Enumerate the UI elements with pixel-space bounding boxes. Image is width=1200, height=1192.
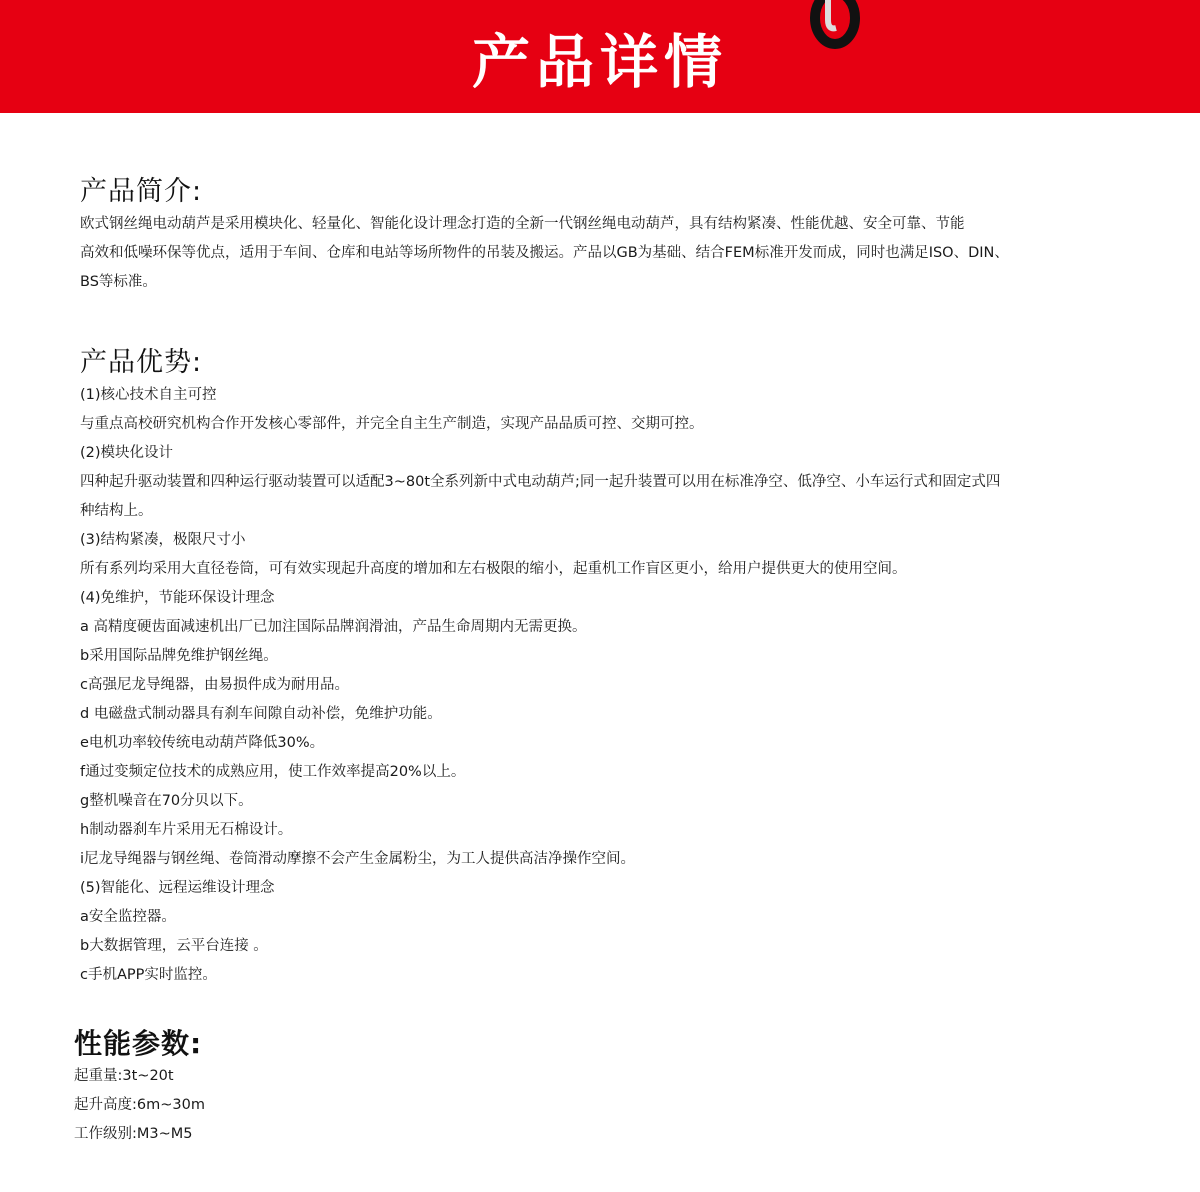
advantage-line: (3)结构紧凑，极限尺寸小 <box>80 532 246 548</box>
advantage-line: c高强尼龙导绳器，由易损件成为耐用品。 <box>80 677 349 693</box>
advantage-line: (2)模块化设计 <box>80 445 174 461</box>
performance-params-section <box>74 1026 674 1149</box>
param-line: 起升高度:6m~30m <box>74 1097 205 1113</box>
intro-heading: 产品简介: <box>80 176 203 207</box>
advantage-line: b大数据管理，云平台连接 。 <box>80 938 268 954</box>
advantage-line: e电机功率较传统电动葫芦降低30%。 <box>80 735 325 751</box>
advantage-line: 四种起升驱动装置和四种运行驱动装置可以适配3~80t全系列新中式电动葫芦;同一起升装置可以用在标准净空、低净空、小车运行式和固定式四 <box>80 474 1001 490</box>
advantage-line: h制动器刹车片采用无石棉设计。 <box>80 822 293 838</box>
intro-line: 高效和低噪环保等优点，适用于车间、仓库和电站等场所物件的吊装及搬运。产品以GB为基础、结合FEM标准开发而成，同时也满足ISO、DIN、 <box>80 245 1009 261</box>
advantage-line: f通过变频定位技术的成熟应用，使工作效率提高20%以上。 <box>80 764 466 780</box>
advantage-line: c手机APP实时监控。 <box>80 967 217 983</box>
product-intro-section <box>80 174 1140 297</box>
params-heading: 性能参数: <box>74 1027 203 1060</box>
advantage-line: b采用国际品牌免维护钢丝绳。 <box>80 648 278 664</box>
header-banner <box>0 0 1200 113</box>
page-title: 产品详情 <box>471 28 728 96</box>
advantage-line: d 电磁盘式制动器具有刹车间隙自动补偿，免维护功能。 <box>80 706 442 722</box>
crane-hook-icon <box>800 0 870 70</box>
advantage-line: (5)智能化、远程运维设计理念 <box>80 880 275 896</box>
advantage-line: 所有系列均采用大直径卷筒，可有效实现起升高度的增加和左右极限的缩小，起重机工作盲区更小，给用户提供更大的使用空间。 <box>80 561 907 577</box>
advantages-heading: 产品优势: <box>80 347 203 378</box>
advantage-line: 与重点高校研究机构合作开发核心零部件，并完全自主生产制造，实现产品品质可控、交期可控。 <box>80 416 704 432</box>
advantage-line: (4)免维护，节能环保设计理念 <box>80 590 275 606</box>
param-line: 起重量:3t~20t <box>74 1068 174 1084</box>
param-line: 工作级别:M3~M5 <box>74 1126 193 1142</box>
advantage-line: (1)核心技术自主可控 <box>80 387 217 403</box>
advantage-line: a 高精度硬齿面减速机出厂已加注国际品牌润滑油，产品生命周期内无需更换。 <box>80 619 587 635</box>
advantage-line: g整机噪音在70分贝以下。 <box>80 793 253 809</box>
advantage-line: i尼龙导绳器与钢丝绳、卷筒滑动摩擦不会产生金属粉尘，为工人提供高洁净操作空间。 <box>80 851 636 867</box>
product-advantages-section <box>80 345 1160 990</box>
advantage-line: a安全监控器。 <box>80 909 176 925</box>
advantage-line: 种结构上。 <box>80 503 153 519</box>
intro-line: BS等标准。 <box>80 274 157 290</box>
intro-line: 欧式钢丝绳电动葫芦是采用模块化、轻量化、智能化设计理念打造的全新一代钢丝绳电动葫芦，具有结构紧凑、性能优越、安全可靠、节能 <box>80 216 965 232</box>
